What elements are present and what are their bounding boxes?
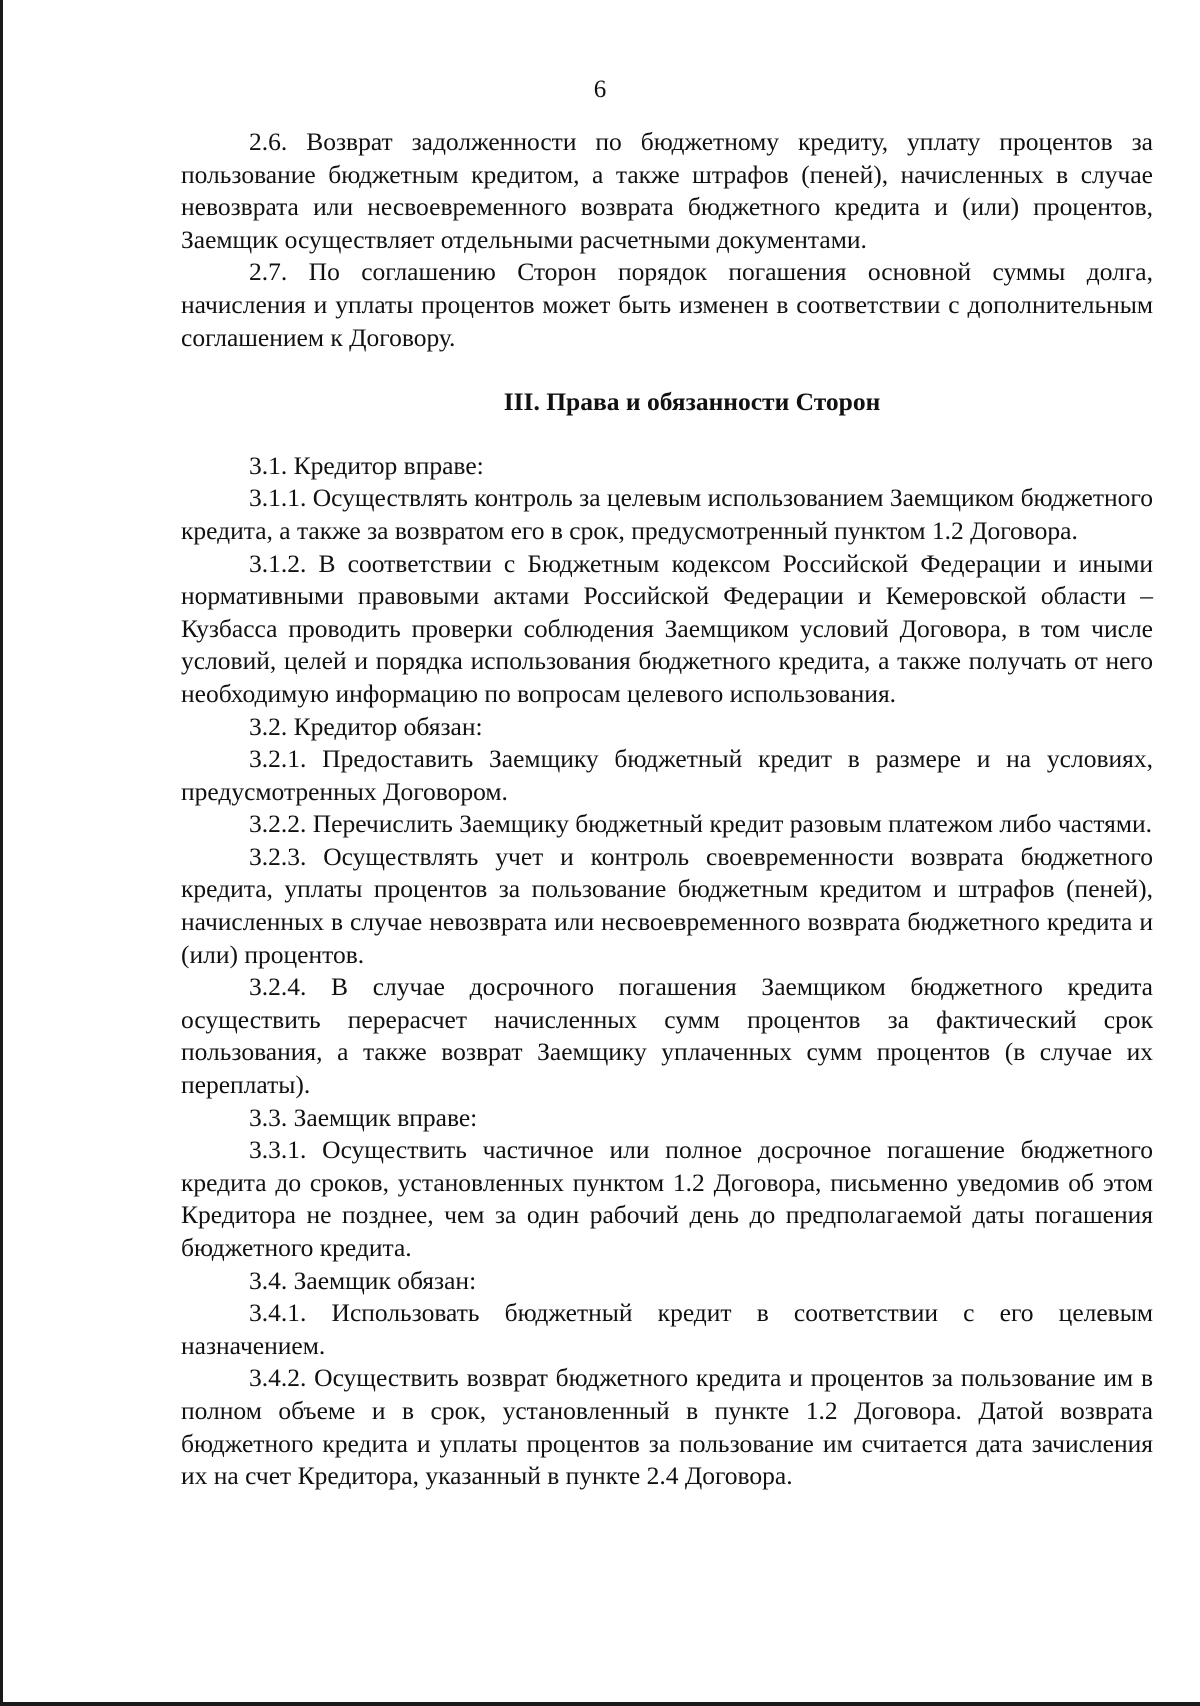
paragraph-3-3-1: 3.3.1. Осуществить частичное или полное досрочное погашение бюджетного кредита до сроков, установленных пунктом 1.2 Договора, письменно уведомив об этом Кредитора не позднее, чем за один рабочий день до предполагаемой даты погашения бюджетного кредита. — [181, 1135, 1153, 1262]
paragraph-2-7: 2.7. По соглашению Сторон порядок погашения основной суммы долга, начисления и уплаты процентов может быть изменен в соответствии с дополнительным соглашением к Договору. — [181, 257, 1153, 352]
paragraph-3-2-2: 3.2.2. Перечислить Заемщику бюджетный кредит разовым платежом либо частями. — [249, 809, 1153, 839]
paragraph-2-6: 2.6. Возврат задолженности по бюджетному кредиту, уплату процентов за пользование бюджетным кредитом, а также штрафов (пеней), начисленных в случае невозврата или несвоевременного возврата бюджетного кредита и (или) процентов, Заемщик осуществляет отдельными расчетными документами. — [181, 127, 1153, 254]
paragraph-3-4: 3.4. Заемщик обязан: — [249, 1265, 477, 1295]
paragraph-3-1: 3.1. Кредитор вправе: — [249, 450, 484, 480]
paragraph-3-2: 3.2. Кредитор обязан: — [249, 711, 483, 741]
paragraph-3-2-1: 3.2.1. Предоставить Заемщику бюджетный кредит в размере и на условиях, предусмотренных Договором. — [181, 744, 1153, 806]
scan-bottom-edge — [0, 1702, 1200, 1706]
paragraph-3-4-2: 3.4.2. Осуществить возврат бюджетного кредита и процентов за пользование им в полном объеме и в срок, установленный в пункте 1.2 Договора. Датой возврата бюджетного кредита и уплаты процентов за пользование им считается дата зачисления их на счет Кредитора, указанный в пункте 2.4 Договора. — [181, 1363, 1153, 1491]
paragraph-3-3: 3.3. Заемщик вправе: — [249, 1102, 478, 1132]
document-body — [181, 126, 1153, 1493]
scan-left-edge — [0, 0, 3, 1706]
paragraph-3-1-1: 3.1.1. Осуществлять контроль за целевым использованием Заемщиком бюджетного кредита, а также за возвратом его в срок, предусмотренный пунктом 1.2 Договора. — [181, 483, 1153, 545]
paragraph-3-2-4: 3.2.4. В случае досрочного погашения Заемщиком бюджетного кредита осуществить перерасчет начисленных сумм процентов за фактический срок пользования, а также возврат Заемщику уплаченных сумм процентов (в случае их переплаты). — [181, 972, 1153, 1100]
paragraph-3-2-3: 3.2.3. Осуществлять учет и контроль своевременности возврата бюджетного кредита, уплаты процентов за пользование бюджетным кредитом и штрафов (пеней), начисленных в случае невозврата или несвоевременного возврата бюджетного кредита и (или) процентов. — [181, 841, 1153, 969]
section-heading: III. Права и обязанности Сторон — [503, 387, 881, 417]
page-number: 6 — [593, 76, 607, 103]
paragraph-3-4-1: 3.4.1. Использовать бюджетный кредит в соответствии с его целевым назначением. — [181, 1298, 1153, 1360]
paragraph-3-1-2: 3.1.2. В соответствии с Бюджетным кодексом Российской Федерации и иными нормативными правовыми актами Российской Федерации и Кемеровской области – Кузбасса проводить проверки соблюдения Заемщиком условий Договора, в том числе условий, целей и порядка использования бюджетного кредита, а также получать от него необходимую информацию по вопросам целевого использования. — [181, 548, 1153, 708]
